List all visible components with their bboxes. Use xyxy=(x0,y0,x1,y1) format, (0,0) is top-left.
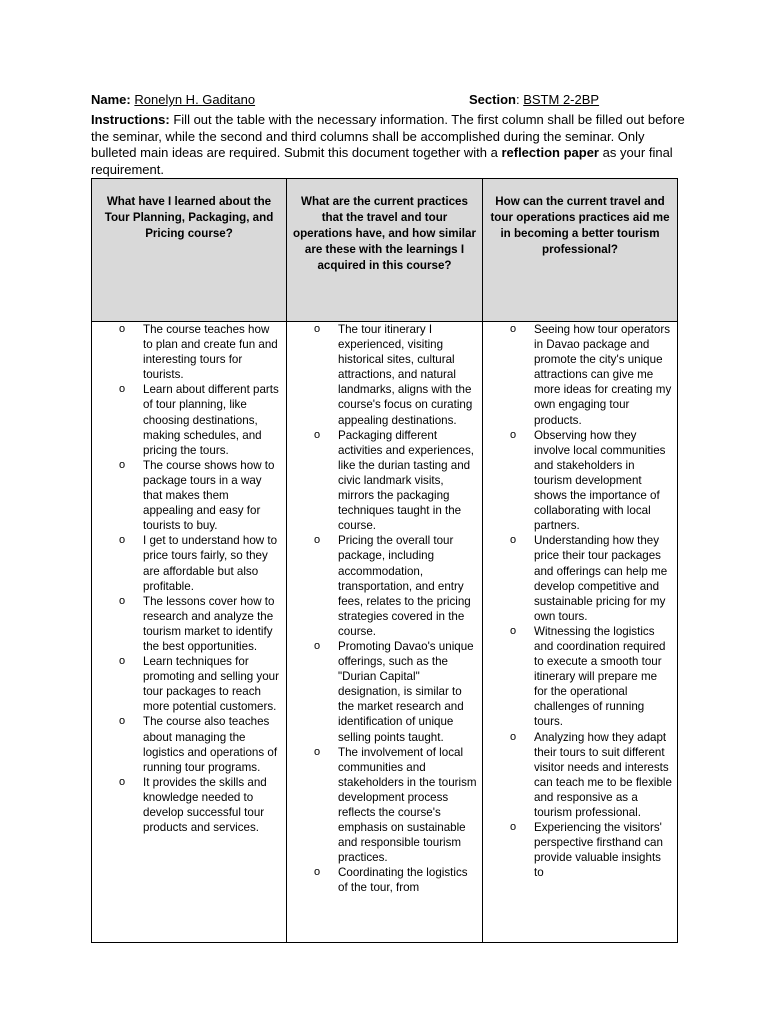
list-item: o Pricing the overall tour package, including accommodation, transportation, and entry fees, relates to the pricing strategies covered in the course. xyxy=(287,533,482,639)
instructions-text: Fill out the table with the necessary information. The first column shall be filled out before the seminar, while the second and third columns shall be accomplished during the seminar. Only bulleted main ideas are required. Submit this document together with a xyxy=(91,112,685,160)
learned-list xyxy=(92,322,286,835)
list-item: o Analyzing how they adapt their tours to suit different visitor needs and interests can teach me to be flexible and responsive as a tourism professional. xyxy=(483,730,677,821)
list-item: o The course also teaches about managing the logistics and operations of running tour programs. xyxy=(92,714,286,774)
name-line xyxy=(91,92,255,108)
section-value: BSTM 2-2BP xyxy=(523,92,600,107)
list-item: o The lessons cover how to research and analyze the tourism market to identify the best opportunities. xyxy=(92,594,286,654)
list-item: o The involvement of local communities and stakeholders in the tourism development process reflects the course's emphasis on sustainable and responsible tourism practices. xyxy=(287,745,482,866)
list-item: o Seeing how tour operators in Davao package and promote the city's unique attractions can give me more ideas for creating my own engaging tour products. xyxy=(483,322,677,428)
column-header-professional-aid: How can the current travel and tour operations practices aid me in becoming a better tourism professional? xyxy=(483,179,678,322)
instructions-label: Instructions: xyxy=(91,112,170,127)
column-learned xyxy=(92,322,287,943)
list-item: o Coordinating the logistics of the tour, from xyxy=(287,865,482,895)
column-current-practices xyxy=(287,322,483,943)
list-item: o Promoting Davao's unique offerings, such as the "Durian Capital" designation, is similar to the market research and identification of unique selling points taught. xyxy=(287,639,482,745)
list-item: o Learn about different parts of tour planning, like choosing destinations, making schedules, and pricing the tours. xyxy=(92,382,286,457)
instructions-text-end: as your final requirement. xyxy=(91,145,673,177)
section-line xyxy=(469,92,599,108)
list-item: o Learn techniques for promoting and selling your tour packages to reach more potential customers. xyxy=(92,654,286,714)
name-label: Name: xyxy=(91,92,131,107)
instructions-paragraph xyxy=(91,112,686,178)
list-item: o Experiencing the visitors' perspective firsthand can provide valuable insights to xyxy=(483,820,677,880)
column-header-current-practices: What are the current practices that the travel and tour operations have, and how similar are these with the learnings I acquired in this course? xyxy=(287,179,483,322)
practices-list xyxy=(287,322,482,896)
list-item: o I get to understand how to price tours fairly, so they are affordable but also profitable. xyxy=(92,533,286,593)
list-item: o Understanding how they price their tour packages and offerings can help me develop competitive and sustainable pricing for my own tours. xyxy=(483,533,677,624)
aid-list xyxy=(483,322,677,880)
instructions-bold: reflection paper xyxy=(501,145,599,160)
list-item: o Observing how they involve local communities and stakeholders in tourism development shows the importance of collaborating with local partners. xyxy=(483,428,677,534)
list-item: o The course teaches how to plan and create fun and interesting tours for tourists. xyxy=(92,322,286,382)
list-item: o The tour itinerary I experienced, visiting historical sites, cultural attractions, and natural landmarks, aligns with the course's focus on curating appealing destinations. xyxy=(287,322,482,428)
list-item: o Witnessing the logistics and coordination required to execute a smooth tour itinerary will prepare me for the operational challenges of running tours. xyxy=(483,624,677,730)
column-header-learned: What have I learned about the Tour Planning, Packaging, and Pricing course? xyxy=(92,179,287,322)
section-label: Section xyxy=(469,92,516,107)
list-item: o It provides the skills and knowledge needed to develop successful tour products and services. xyxy=(92,775,286,835)
table-header-row xyxy=(92,179,678,322)
name-value: Ronelyn H. Gaditano xyxy=(134,92,256,107)
table-row xyxy=(92,322,678,943)
learning-table xyxy=(91,178,678,943)
column-professional-aid xyxy=(483,322,678,943)
list-item: o The course shows how to package tours in a way that makes them appealing and easy for tourists to buy. xyxy=(92,458,286,533)
list-item: o Packaging different activities and experiences, like the durian tasting and civic landmark visits, mirrors the packaging techniques taught in the course. xyxy=(287,428,482,534)
section-colon: : xyxy=(515,92,520,107)
